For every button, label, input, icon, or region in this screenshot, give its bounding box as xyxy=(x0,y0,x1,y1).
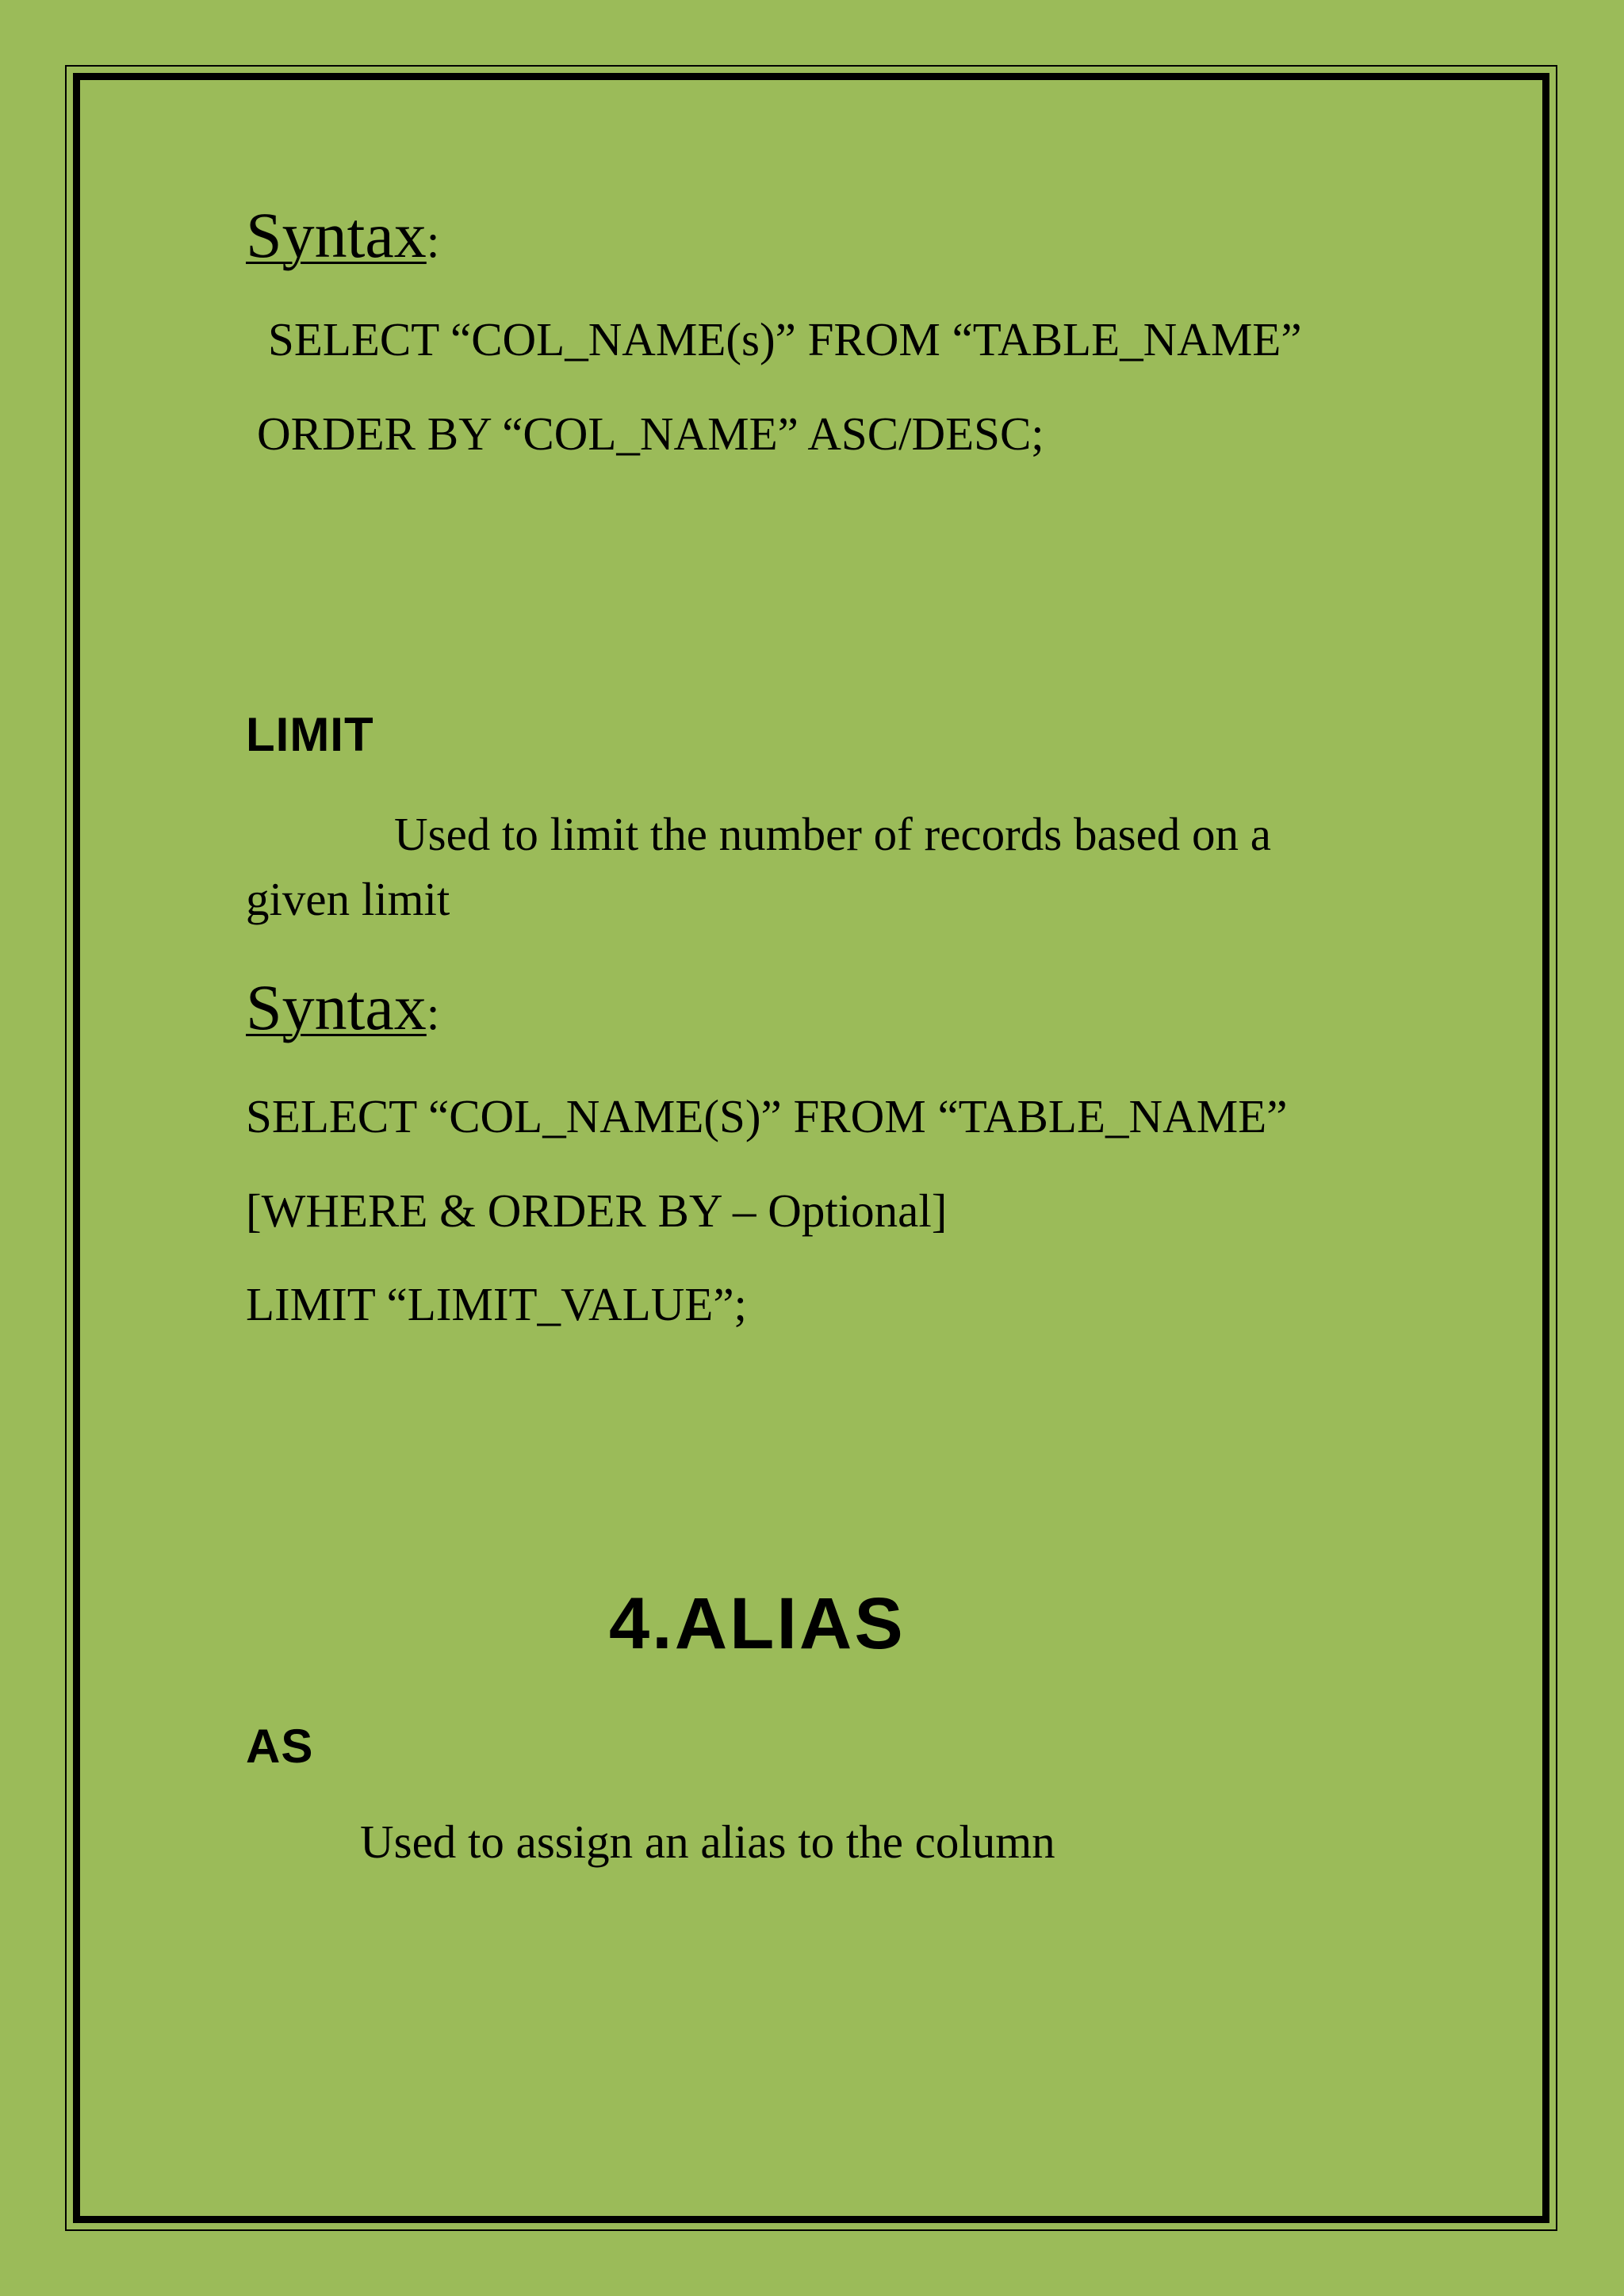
limit-syntax-heading xyxy=(246,969,439,1047)
limit-syntax-line-1: SELECT “COL_NAME(S)” FROM “TABLE_NAME” xyxy=(246,1090,1288,1142)
order-by-syntax-colon: : xyxy=(426,215,440,267)
limit-syntax-line-2: [WHERE & ORDER BY – Optional] xyxy=(246,1184,948,1237)
order-by-syntax-line-2: ORDER BY “COL_NAME” ASC/DESC; xyxy=(257,408,1044,460)
order-by-syntax-line-1: SELECT “COL_NAME(s)” FROM “TABLE_NAME” xyxy=(268,313,1302,365)
limit-syntax-label: Syntax xyxy=(246,971,427,1043)
page-border-inner xyxy=(73,73,1549,2223)
as-description: Used to assign an alias to the column xyxy=(360,1816,1055,1868)
limit-heading: LIMIT xyxy=(246,708,374,761)
alias-chapter-title: 4.ALIAS xyxy=(609,1583,906,1664)
limit-description-line-2: given limit xyxy=(246,873,450,925)
order-by-syntax-label: Syntax xyxy=(246,199,427,271)
order-by-syntax-heading xyxy=(246,197,439,274)
as-heading: AS xyxy=(246,1720,314,1773)
limit-syntax-line-3: LIMIT “LIMIT_VALUE”; xyxy=(246,1278,747,1330)
limit-syntax-colon: : xyxy=(426,987,440,1039)
limit-description-line-1: Used to limit the number of records based on a xyxy=(394,808,1271,860)
